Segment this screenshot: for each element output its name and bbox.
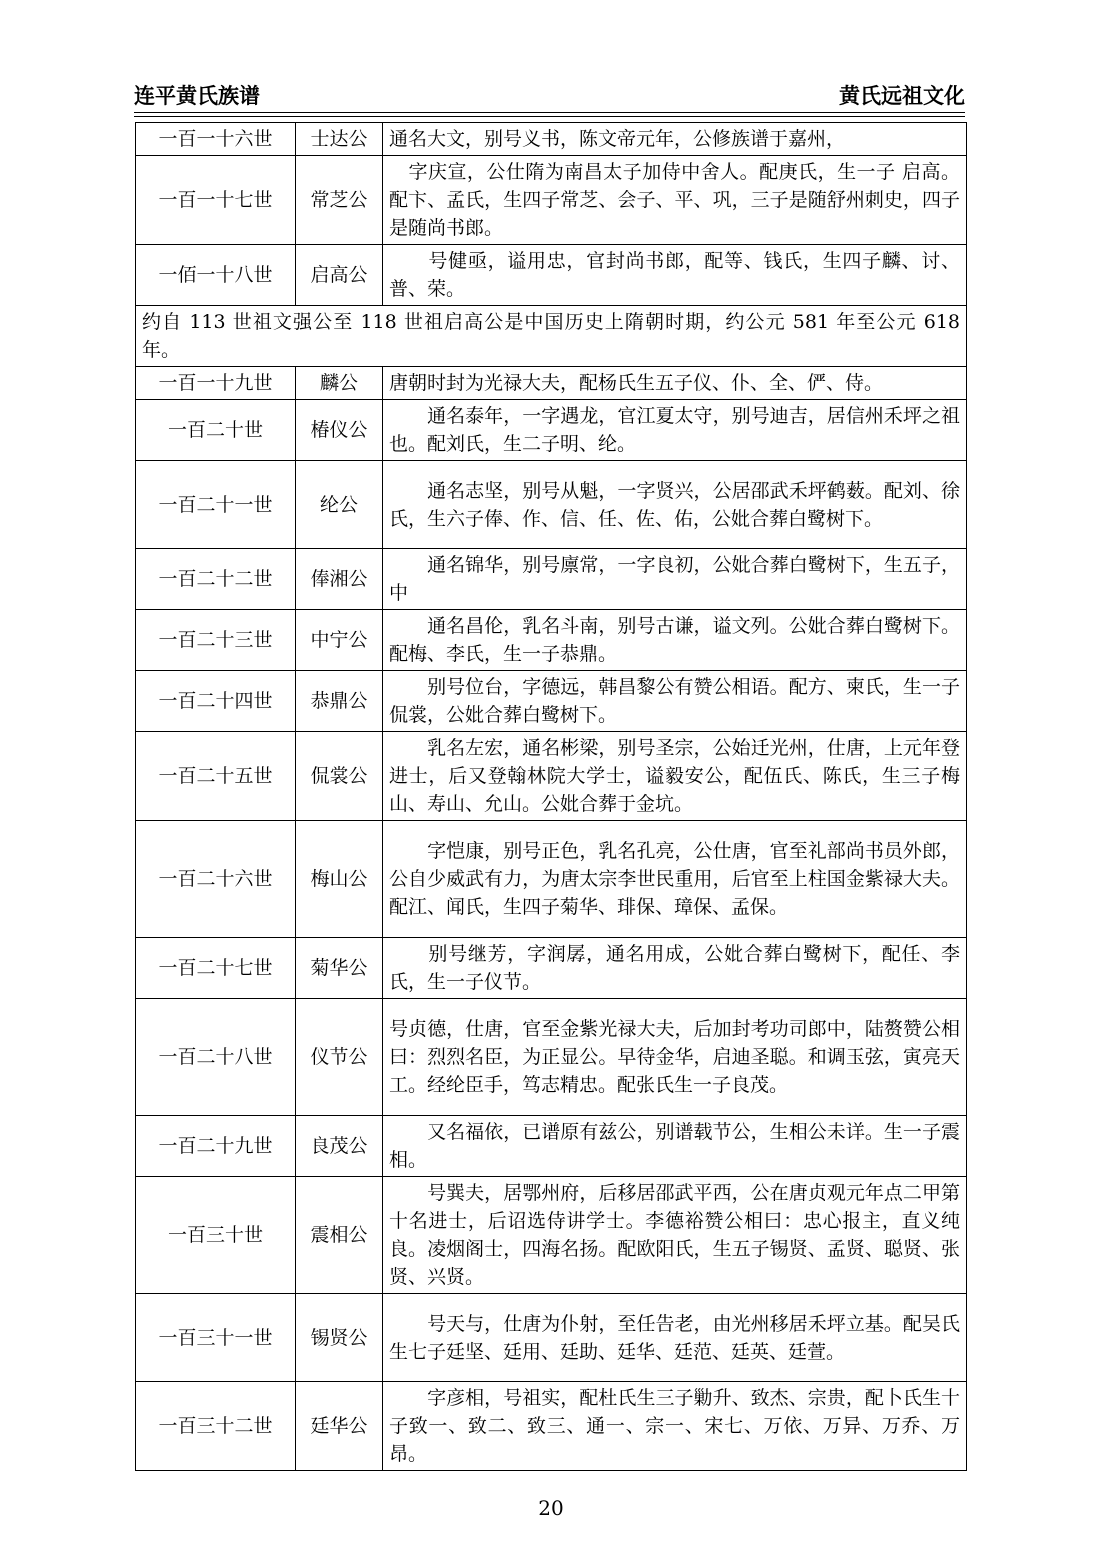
description-cell: 号天与，仕唐为仆射，至任告老，由光州移居禾坪立基。配吴氏生七子廷坚、廷用、廷助、廷华、廷范、廷英、廷萱。 bbox=[383, 1294, 967, 1382]
ancestor-name-cell: 仪节公 bbox=[296, 999, 383, 1116]
description-cell: 又名福依，已谱原有兹公，别谱载节公，生相公未详。生一子震相。 bbox=[383, 1116, 967, 1177]
table-row bbox=[136, 461, 967, 549]
generation-cell: 一百三十世 bbox=[136, 1177, 296, 1294]
description-cell: 乳名左宏，通名彬梁，别号圣宗，公始迁光州，仕唐，上元年登进士，后又登翰林院大学士，谥毅安公，配伍氏、陈氏，生三子梅山、寿山、允山。公妣合葬于金坑。 bbox=[383, 732, 967, 821]
ancestor-name-cell: 良茂公 bbox=[296, 1116, 383, 1177]
generation-cell: 一百二十七世 bbox=[136, 938, 296, 999]
ancestor-name-cell: 锡贤公 bbox=[296, 1294, 383, 1382]
table-row bbox=[136, 400, 967, 461]
description-cell: 号贞德，仕唐，官至金紫光禄大夫，后加封考功司郎中，陆赘赞公相曰：烈烈名臣，为正显公。早待金华，启迪圣聪。和调玉弦，寅亮天工。经纶臣手，笃志精忠。配张氏生一子良茂。 bbox=[383, 999, 967, 1116]
description-cell: 通名锦华，别号廪常，一字良初，公妣合葬白鹭树下，生五子，中 bbox=[383, 549, 967, 610]
generation-cell: 一百一十六世 bbox=[136, 123, 296, 156]
table-row bbox=[136, 549, 967, 610]
generation-cell: 一百二十一世 bbox=[136, 461, 296, 549]
ancestor-name-cell: 震相公 bbox=[296, 1177, 383, 1294]
generation-cell: 一百二十五世 bbox=[136, 732, 296, 821]
table-row bbox=[136, 938, 967, 999]
ancestor-name-cell: 菊华公 bbox=[296, 938, 383, 999]
ancestor-name-cell: 常芝公 bbox=[296, 156, 383, 245]
ancestor-name-cell: 士达公 bbox=[296, 123, 383, 156]
description-cell: 字彦相，号祖实，配杜氏生三子勦升、致杰、宗贵，配卜氏生十子致一、致二、致三、通一、宗一、宋七、万依、万异、万乔、万昂。 bbox=[383, 1382, 967, 1471]
note-row bbox=[136, 306, 967, 367]
ancestor-name-cell: 麟公 bbox=[296, 367, 383, 400]
generation-cell: 一百二十九世 bbox=[136, 1116, 296, 1177]
table-row bbox=[136, 1116, 967, 1177]
table-row bbox=[136, 1177, 967, 1294]
ancestor-name-cell: 俸湘公 bbox=[296, 549, 383, 610]
generation-cell: 一百一十九世 bbox=[136, 367, 296, 400]
header-title-left: 连平黄氏族谱 bbox=[134, 84, 260, 108]
genealogy-table bbox=[135, 122, 967, 1471]
description-cell: 别号继芳，字润孱，通名用成，公妣合葬白鹭树下，配任、李氏，生一子仪节。 bbox=[383, 938, 967, 999]
generation-cell: 一百二十八世 bbox=[136, 999, 296, 1116]
ancestor-name-cell: 中宁公 bbox=[296, 610, 383, 671]
table-row bbox=[136, 245, 967, 306]
description-cell: 号巽夫，居鄂州府，后移居邵武平西，公在唐贞观元年点二甲第十名进士，后诏选侍讲学士。李德裕赞公相曰：忠心报主，直义纯良。凌烟阁士，四海名扬。配欧阳氏，生五子锡贤、孟贤、聪贤、张贤、兴贤。 bbox=[383, 1177, 967, 1294]
table-row bbox=[136, 610, 967, 671]
generation-cell: 一百二十世 bbox=[136, 400, 296, 461]
page-number: 20 bbox=[538, 1496, 564, 1520]
header-divider-thin bbox=[134, 116, 965, 117]
description-cell: 通名泰年，一字遇龙，官江夏太守，别号迪吉，居信州禾坪之祖也。配刘氏，生二子明、纶。 bbox=[383, 400, 967, 461]
table-row bbox=[136, 821, 967, 938]
ancestor-name-cell: 纶公 bbox=[296, 461, 383, 549]
description-cell: 唐朝时封为光禄大夫，配杨氏生五子仪、仆、全、俨、侍。 bbox=[383, 367, 967, 400]
description-cell: 别号位台，字德远，韩昌黎公有赞公相语。配方、柬氏，生一子侃裳，公妣合葬白鹭树下。 bbox=[383, 671, 967, 732]
description-cell: 字恺康，别号正色，乳名孔亮，公仕唐，官至礼部尚书员外郎，公自少威武有力，为唐太宗李世民重用，后官至上柱国金紫禄大夫。配江、闻氏，生四子菊华、琲保、璋保、孟保。 bbox=[383, 821, 967, 938]
generation-cell: 一佰一十八世 bbox=[136, 245, 296, 306]
generation-cell: 一百二十二世 bbox=[136, 549, 296, 610]
ancestor-name-cell: 恭鼎公 bbox=[296, 671, 383, 732]
ancestor-name-cell: 廷华公 bbox=[296, 1382, 383, 1471]
ancestor-name-cell: 椿仪公 bbox=[296, 400, 383, 461]
generation-cell: 一百二十三世 bbox=[136, 610, 296, 671]
header-divider bbox=[134, 112, 965, 113]
generation-cell: 一百一十七世 bbox=[136, 156, 296, 245]
description-cell: 字庆宣，公仕隋为南昌太子加侍中舍人。配庚氏，生一子 启高。配卞、孟氏，生四子常芝、会子、平、巩，三子是随舒州刺史，四子是随尚书郎。 bbox=[383, 156, 967, 245]
ancestor-name-cell: 梅山公 bbox=[296, 821, 383, 938]
table-row bbox=[136, 123, 967, 156]
table-row bbox=[136, 1294, 967, 1382]
generation-cell: 一百三十一世 bbox=[136, 1294, 296, 1382]
table-row bbox=[136, 732, 967, 821]
description-cell: 通名大文，别号义书，陈文帝元年，公修族谱于嘉州， bbox=[383, 123, 967, 156]
header-title-right: 黄氏远祖文化 bbox=[839, 84, 965, 108]
table-row bbox=[136, 156, 967, 245]
description-cell: 通名昌伦，乳名斗南，别号古谦，谥文列。公妣合葬白鹭树下。配梅、李氏，生一子恭鼎。 bbox=[383, 610, 967, 671]
table-row bbox=[136, 367, 967, 400]
generation-cell: 一百二十六世 bbox=[136, 821, 296, 938]
table-row bbox=[136, 999, 967, 1116]
description-cell: 通名志坚，别号从魁，一字贤兴，公居邵武禾坪鹤薮。配刘、徐氏，生六子俸、作、信、任、佐、佑，公妣合葬白鹭树下。 bbox=[383, 461, 967, 549]
description-cell: 号健亟，谥用忠，官封尚书郎，配等、钱氏，生四子麟、讨、普、荣。 bbox=[383, 245, 967, 306]
generation-cell: 一百三十二世 bbox=[136, 1382, 296, 1471]
period-note: 约自 113 世祖文强公至 118 世祖启高公是中国历史上隋朝时期，约公元 581 年至公元 618 年。 bbox=[136, 306, 967, 367]
generation-cell: 一百二十四世 bbox=[136, 671, 296, 732]
table-row bbox=[136, 671, 967, 732]
table-row bbox=[136, 1382, 967, 1471]
ancestor-name-cell: 启高公 bbox=[296, 245, 383, 306]
ancestor-name-cell: 侃裳公 bbox=[296, 732, 383, 821]
